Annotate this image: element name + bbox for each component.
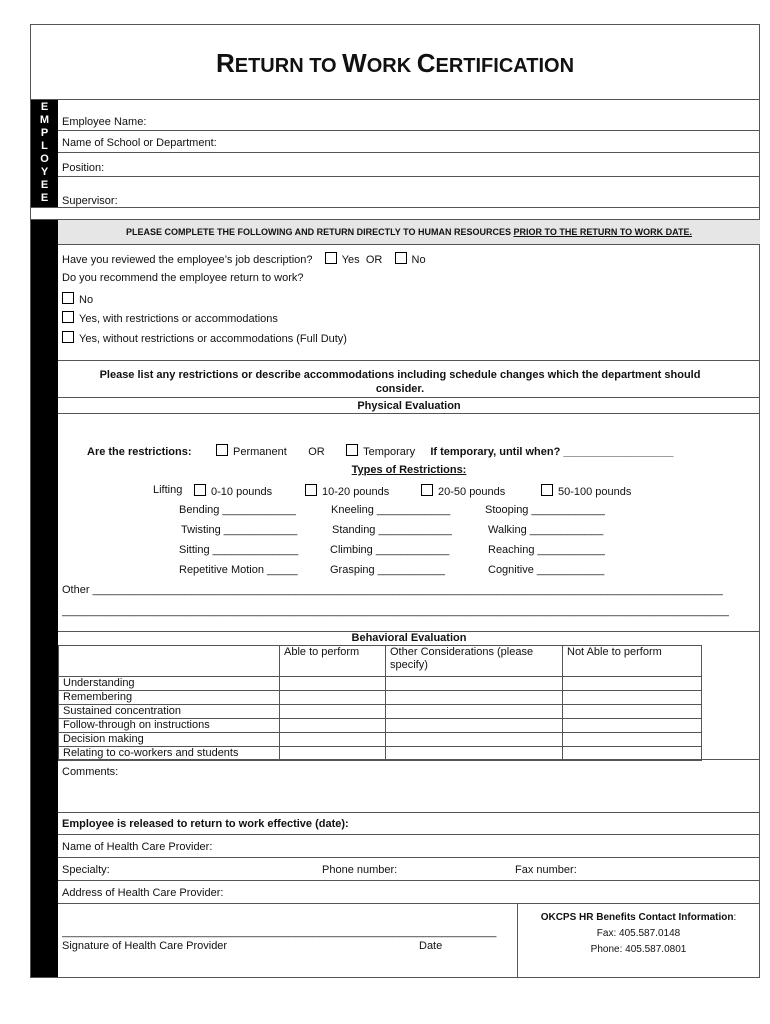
- physical-evaluation-title: Physical Evaluation: [357, 400, 461, 412]
- contact-fax: Fax: 405.587.0148: [596, 928, 681, 939]
- lifting-label: Lifting: [153, 484, 183, 496]
- behavioral-title: Behavioral Evaluation: [351, 632, 467, 644]
- q1-yes-checkbox[interactable]: [325, 252, 337, 264]
- activity-stooping: Stooping ____________: [485, 504, 605, 516]
- provider-address-label: Address of Health Care Provider:: [62, 887, 224, 899]
- position-label: Position:: [62, 162, 105, 174]
- lifting-0-10: 0-10 pounds: [194, 484, 272, 498]
- activity-climbing: Climbing ____________: [330, 544, 450, 556]
- signature-line[interactable]: _______________________________________________________________________: [62, 926, 497, 938]
- header-other: Other Considerations (please specify): [386, 646, 563, 677]
- activity-sitting: Sitting ______________: [179, 544, 299, 556]
- activity-repetitive: Repetitive Motion _____: [179, 564, 298, 576]
- table-row: Understanding: [59, 677, 702, 691]
- opt-without-checkbox[interactable]: [62, 331, 74, 343]
- table-row: Decision making: [59, 733, 702, 747]
- opt-without-restrictions: Yes, without restrictions or accommodations (Full Duty): [62, 331, 347, 345]
- q1-no-checkbox[interactable]: [395, 252, 407, 264]
- behavioral-table: [58, 645, 702, 761]
- contact-phone: Phone: 405.587.0801: [590, 944, 687, 955]
- activity-walking: Walking ____________: [488, 524, 604, 536]
- restriction-type-row: Are the restrictions: Permanent OR Temporary If temporary, until when? __________________: [87, 446, 674, 458]
- contact-box: OKCPS HR Benefits Contact Information: Fax: 405.587.0148 Phone: 405.587.0801: [518, 910, 759, 958]
- lifting-20-50: 20-50 pounds: [421, 484, 505, 498]
- activity-cognitive: Cognitive ___________: [488, 564, 605, 576]
- other-field[interactable]: Other _______________________________________________________________________________________________________: [62, 584, 723, 596]
- restrictions-intro: Please list any restrictions or describe accommodations including schedule changes which the department should consider.: [99, 369, 701, 395]
- signature-label: Signature of Health Care Provider: [62, 940, 228, 952]
- table-row: Remembering: [59, 691, 702, 705]
- temporary-checkbox[interactable]: [346, 444, 358, 456]
- title-divider: [30, 99, 760, 100]
- lifting-10-20-checkbox[interactable]: [305, 484, 317, 496]
- activity-kneeling: Kneeling ____________: [331, 504, 451, 516]
- page-title: RETURN TO WORK CERTIFICATION: [215, 48, 575, 78]
- phone-label: Phone number:: [322, 864, 398, 876]
- q-recommend: Do you recommend the employee return to work?: [62, 272, 304, 284]
- opt-with-restrictions: Yes, with restrictions or accommodations: [62, 311, 278, 325]
- table-row: Sustained concentration: [59, 705, 702, 719]
- permanent-checkbox[interactable]: [216, 444, 228, 456]
- opt-no: No: [62, 292, 93, 306]
- other-field-line2[interactable]: _____________________________________________________________________________________________________________: [62, 605, 729, 617]
- release-date-label: Employee is released to return to work effective (date):: [62, 818, 349, 830]
- lifting-10-20: 10-20 pounds: [305, 484, 389, 498]
- activity-twisting: Twisting ____________: [181, 524, 298, 536]
- table-row: Relating to co-workers and students: [59, 747, 702, 761]
- employee-side-label: E M P L O Y E E: [39, 101, 50, 204]
- activity-grasping: Grasping ___________: [330, 564, 445, 576]
- table-row: Follow-through on instructions: [59, 719, 702, 733]
- activity-reaching: Reaching ___________: [488, 544, 605, 556]
- q-job-description: Have you reviewed the employee’s job description? Yes OR No: [62, 254, 426, 266]
- behavioral-header-blank: [59, 646, 280, 677]
- header-able: Able to perform: [280, 646, 386, 677]
- lifting-20-50-checkbox[interactable]: [421, 484, 433, 496]
- school-label: Name of School or Department:: [62, 137, 217, 149]
- date-label: Date: [419, 940, 443, 952]
- main-side-bar: [31, 219, 58, 977]
- activity-bending: Bending ____________: [179, 504, 296, 516]
- lifting-50-100: 50-100 pounds: [541, 484, 631, 498]
- employee-name-label: Employee Name:: [62, 116, 147, 128]
- header-not-able: Not Able to perform: [563, 646, 702, 677]
- opt-with-checkbox[interactable]: [62, 311, 74, 323]
- opt-no-checkbox[interactable]: [62, 292, 74, 304]
- fax-label: Fax number:: [515, 864, 577, 876]
- supervisor-label: Supervisor:: [62, 195, 118, 207]
- provider-name-label: Name of Health Care Provider:: [62, 841, 213, 853]
- instruction-banner: PLEASE COMPLETE THE FOLLOWING AND RETURN DIRECTLY TO HUMAN RESOURCES PRIOR TO THE RETURN TO WORK DATE.: [58, 220, 760, 245]
- specialty-label: Specialty:: [62, 864, 110, 876]
- lifting-50-100-checkbox[interactable]: [541, 484, 553, 496]
- activity-standing: Standing ____________: [332, 524, 452, 536]
- comments-label: Comments:: [62, 766, 119, 778]
- types-title: Types of Restrictions:: [351, 464, 467, 476]
- lifting-0-10-checkbox[interactable]: [194, 484, 206, 496]
- contact-title: OKCPS HR Benefits Contact Information: [540, 912, 734, 923]
